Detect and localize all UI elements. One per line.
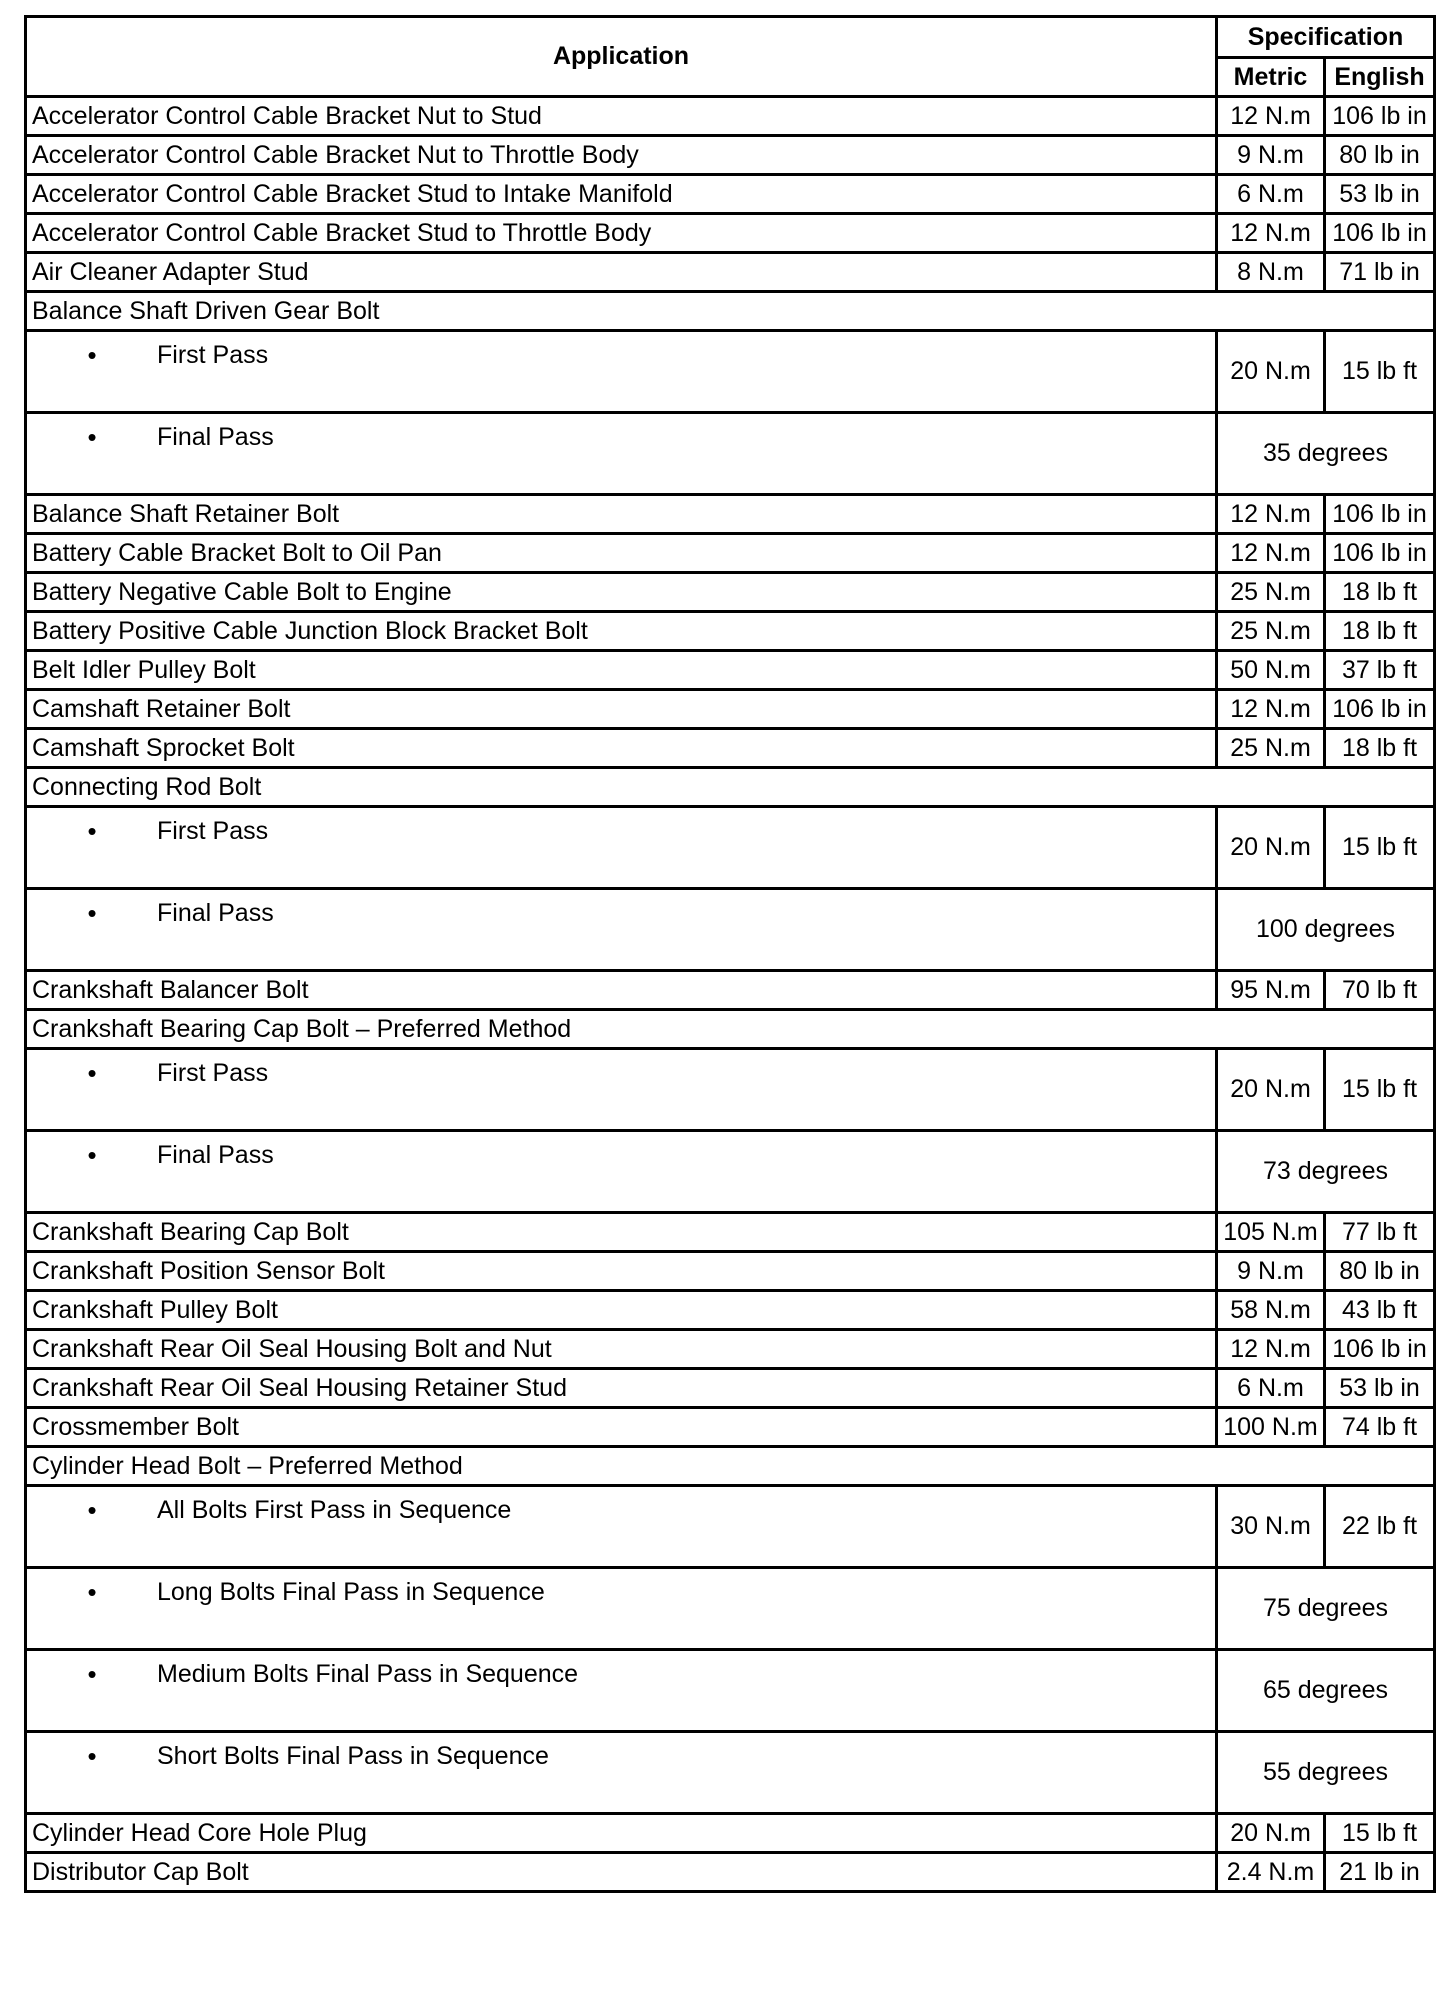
sub-step-label: First Pass: [157, 1059, 269, 1087]
english-cell: 77 lb ft: [1325, 1213, 1435, 1252]
english-cell: 18 lb ft: [1325, 573, 1435, 612]
table-row: [26, 768, 1435, 807]
sub-step-cell: [26, 807, 1217, 889]
metric-cell: 100 N.m: [1217, 1408, 1325, 1447]
english-cell: 106 lb in: [1325, 214, 1435, 253]
english-cell: 80 lb in: [1325, 136, 1435, 175]
table-row: [26, 1010, 1435, 1049]
table-row: [26, 729, 1435, 768]
metric-cell: 6 N.m: [1217, 175, 1325, 214]
english-cell: 106 lb in: [1325, 1330, 1435, 1369]
bullet-icon: •: [87, 816, 97, 846]
metric-cell: 12 N.m: [1217, 214, 1325, 253]
english-cell: 15 lb ft: [1325, 1049, 1435, 1131]
table-row: [26, 1131, 1435, 1213]
application-cell: Crankshaft Position Sensor Bolt: [26, 1252, 1217, 1291]
table-row: [26, 651, 1435, 690]
group-heading-cell: Balance Shaft Driven Gear Bolt: [26, 292, 1435, 331]
table-row: [26, 889, 1435, 971]
angle-spec-cell: 35 degrees: [1217, 413, 1435, 495]
metric-cell: 20 N.m: [1217, 331, 1325, 413]
english-cell: 15 lb ft: [1325, 807, 1435, 889]
bullet-icon: •: [87, 422, 97, 452]
english-cell: 15 lb ft: [1325, 1814, 1435, 1853]
sub-step-label: First Pass: [157, 817, 269, 845]
table-row: [26, 1049, 1435, 1131]
sub-step-label: Final Pass: [157, 1141, 274, 1169]
table-row: [26, 214, 1435, 253]
english-cell: 106 lb in: [1325, 495, 1435, 534]
table-row: [26, 175, 1435, 214]
bullet-icon: •: [87, 1058, 97, 1088]
table-row: [26, 612, 1435, 651]
metric-cell: 105 N.m: [1217, 1213, 1325, 1252]
metric-cell: 8 N.m: [1217, 253, 1325, 292]
application-cell: Accelerator Control Cable Bracket Stud to Throttle Body: [26, 214, 1217, 253]
table-row: [26, 1213, 1435, 1252]
application-cell: Accelerator Control Cable Bracket Stud to Intake Manifold: [26, 175, 1217, 214]
table-row: [26, 97, 1435, 136]
table-row: [26, 971, 1435, 1010]
sub-step-label: Short Bolts Final Pass in Sequence: [157, 1742, 549, 1770]
metric-cell: 9 N.m: [1217, 136, 1325, 175]
metric-cell: 25 N.m: [1217, 612, 1325, 651]
header-application: Application: [26, 17, 1217, 97]
english-cell: 37 lb ft: [1325, 651, 1435, 690]
sub-step-cell: [26, 1049, 1217, 1131]
sub-step-label: All Bolts First Pass in Sequence: [157, 1496, 512, 1524]
english-cell: 106 lb in: [1325, 97, 1435, 136]
application-cell: Battery Cable Bracket Bolt to Oil Pan: [26, 534, 1217, 573]
application-cell: Camshaft Retainer Bolt: [26, 690, 1217, 729]
application-cell: Battery Positive Cable Junction Block Bracket Bolt: [26, 612, 1217, 651]
table-row: [26, 1330, 1435, 1369]
table-row: [26, 1650, 1435, 1732]
sub-step-cell: [26, 1650, 1217, 1732]
sub-step-cell: [26, 331, 1217, 413]
table-row: [26, 807, 1435, 889]
bullet-icon: •: [87, 1577, 97, 1607]
application-cell: Crankshaft Rear Oil Seal Housing Retainer Stud: [26, 1369, 1217, 1408]
english-cell: 70 lb ft: [1325, 971, 1435, 1010]
torque-spec-table: [24, 15, 1436, 1893]
bullet-icon: •: [87, 1495, 97, 1525]
table-body: [26, 97, 1435, 1892]
metric-cell: 20 N.m: [1217, 1814, 1325, 1853]
english-cell: 18 lb ft: [1325, 612, 1435, 651]
group-heading-cell: Connecting Rod Bolt: [26, 768, 1435, 807]
sub-step-label: Long Bolts Final Pass in Sequence: [157, 1578, 545, 1606]
metric-cell: 20 N.m: [1217, 807, 1325, 889]
application-cell: Crankshaft Pulley Bolt: [26, 1291, 1217, 1330]
english-cell: 106 lb in: [1325, 534, 1435, 573]
metric-cell: 25 N.m: [1217, 573, 1325, 612]
metric-cell: 30 N.m: [1217, 1486, 1325, 1568]
header-english: English: [1325, 58, 1435, 97]
table-row: [26, 136, 1435, 175]
application-cell: Crankshaft Rear Oil Seal Housing Bolt and Nut: [26, 1330, 1217, 1369]
english-cell: 74 lb ft: [1325, 1408, 1435, 1447]
sub-step-cell: [26, 889, 1217, 971]
table-row: [26, 495, 1435, 534]
table-row: [26, 292, 1435, 331]
table-row: [26, 253, 1435, 292]
english-cell: 53 lb in: [1325, 175, 1435, 214]
table-row: [26, 1853, 1435, 1892]
angle-spec-cell: 100 degrees: [1217, 889, 1435, 971]
table-row: [26, 1814, 1435, 1853]
english-cell: 22 lb ft: [1325, 1486, 1435, 1568]
table-row: [26, 573, 1435, 612]
angle-spec-cell: 73 degrees: [1217, 1131, 1435, 1213]
metric-cell: 9 N.m: [1217, 1252, 1325, 1291]
bullet-icon: •: [87, 898, 97, 928]
metric-cell: 12 N.m: [1217, 97, 1325, 136]
english-cell: 43 lb ft: [1325, 1291, 1435, 1330]
english-cell: 106 lb in: [1325, 690, 1435, 729]
english-cell: 53 lb in: [1325, 1369, 1435, 1408]
table-row: [26, 534, 1435, 573]
metric-cell: 12 N.m: [1217, 495, 1325, 534]
group-heading-cell: Cylinder Head Bolt – Preferred Method: [26, 1447, 1435, 1486]
table-row: [26, 1369, 1435, 1408]
application-cell: Belt Idler Pulley Bolt: [26, 651, 1217, 690]
metric-cell: 12 N.m: [1217, 1330, 1325, 1369]
application-cell: Accelerator Control Cable Bracket Nut to Throttle Body: [26, 136, 1217, 175]
metric-cell: 2.4 N.m: [1217, 1853, 1325, 1892]
table-row: [26, 413, 1435, 495]
english-cell: 71 lb in: [1325, 253, 1435, 292]
application-cell: Distributor Cap Bolt: [26, 1853, 1217, 1892]
angle-spec-cell: 75 degrees: [1217, 1568, 1435, 1650]
bullet-icon: •: [87, 1140, 97, 1170]
sub-step-cell: [26, 1486, 1217, 1568]
application-cell: Accelerator Control Cable Bracket Nut to Stud: [26, 97, 1217, 136]
bullet-icon: •: [87, 1659, 97, 1689]
english-cell: 18 lb ft: [1325, 729, 1435, 768]
application-cell: Camshaft Sprocket Bolt: [26, 729, 1217, 768]
application-cell: Cylinder Head Core Hole Plug: [26, 1814, 1217, 1853]
sub-step-label: First Pass: [157, 341, 269, 369]
table-row: [26, 1568, 1435, 1650]
sub-step-label: Final Pass: [157, 899, 274, 927]
sub-step-label: Medium Bolts Final Pass in Sequence: [157, 1660, 579, 1688]
metric-cell: 25 N.m: [1217, 729, 1325, 768]
bullet-icon: •: [87, 1741, 97, 1771]
metric-cell: 50 N.m: [1217, 651, 1325, 690]
bullet-icon: •: [87, 340, 97, 370]
metric-cell: 12 N.m: [1217, 534, 1325, 573]
metric-cell: 12 N.m: [1217, 690, 1325, 729]
english-cell: 80 lb in: [1325, 1252, 1435, 1291]
sub-step-cell: [26, 1131, 1217, 1213]
application-cell: Crossmember Bolt: [26, 1408, 1217, 1447]
table-row: [26, 1732, 1435, 1814]
sub-step-cell: [26, 413, 1217, 495]
sub-step-label: Final Pass: [157, 423, 274, 451]
table-row: [26, 690, 1435, 729]
english-cell: 21 lb in: [1325, 1853, 1435, 1892]
application-cell: Crankshaft Balancer Bolt: [26, 971, 1217, 1010]
application-cell: Air Cleaner Adapter Stud: [26, 253, 1217, 292]
group-heading-cell: Crankshaft Bearing Cap Bolt – Preferred Method: [26, 1010, 1435, 1049]
angle-spec-cell: 55 degrees: [1217, 1732, 1435, 1814]
table-row: [26, 1486, 1435, 1568]
metric-cell: 58 N.m: [1217, 1291, 1325, 1330]
table-row: [26, 331, 1435, 413]
header-metric: Metric: [1217, 58, 1325, 97]
table-row: [26, 1291, 1435, 1330]
application-cell: Crankshaft Bearing Cap Bolt: [26, 1213, 1217, 1252]
metric-cell: 6 N.m: [1217, 1369, 1325, 1408]
angle-spec-cell: 65 degrees: [1217, 1650, 1435, 1732]
header-specification: Specification: [1217, 17, 1435, 58]
application-cell: Battery Negative Cable Bolt to Engine: [26, 573, 1217, 612]
sub-step-cell: [26, 1568, 1217, 1650]
application-cell: Balance Shaft Retainer Bolt: [26, 495, 1217, 534]
table-row: [26, 1252, 1435, 1291]
table-row: [26, 1447, 1435, 1486]
table-row: [26, 1408, 1435, 1447]
sub-step-cell: [26, 1732, 1217, 1814]
english-cell: 15 lb ft: [1325, 331, 1435, 413]
metric-cell: 95 N.m: [1217, 971, 1325, 1010]
metric-cell: 20 N.m: [1217, 1049, 1325, 1131]
